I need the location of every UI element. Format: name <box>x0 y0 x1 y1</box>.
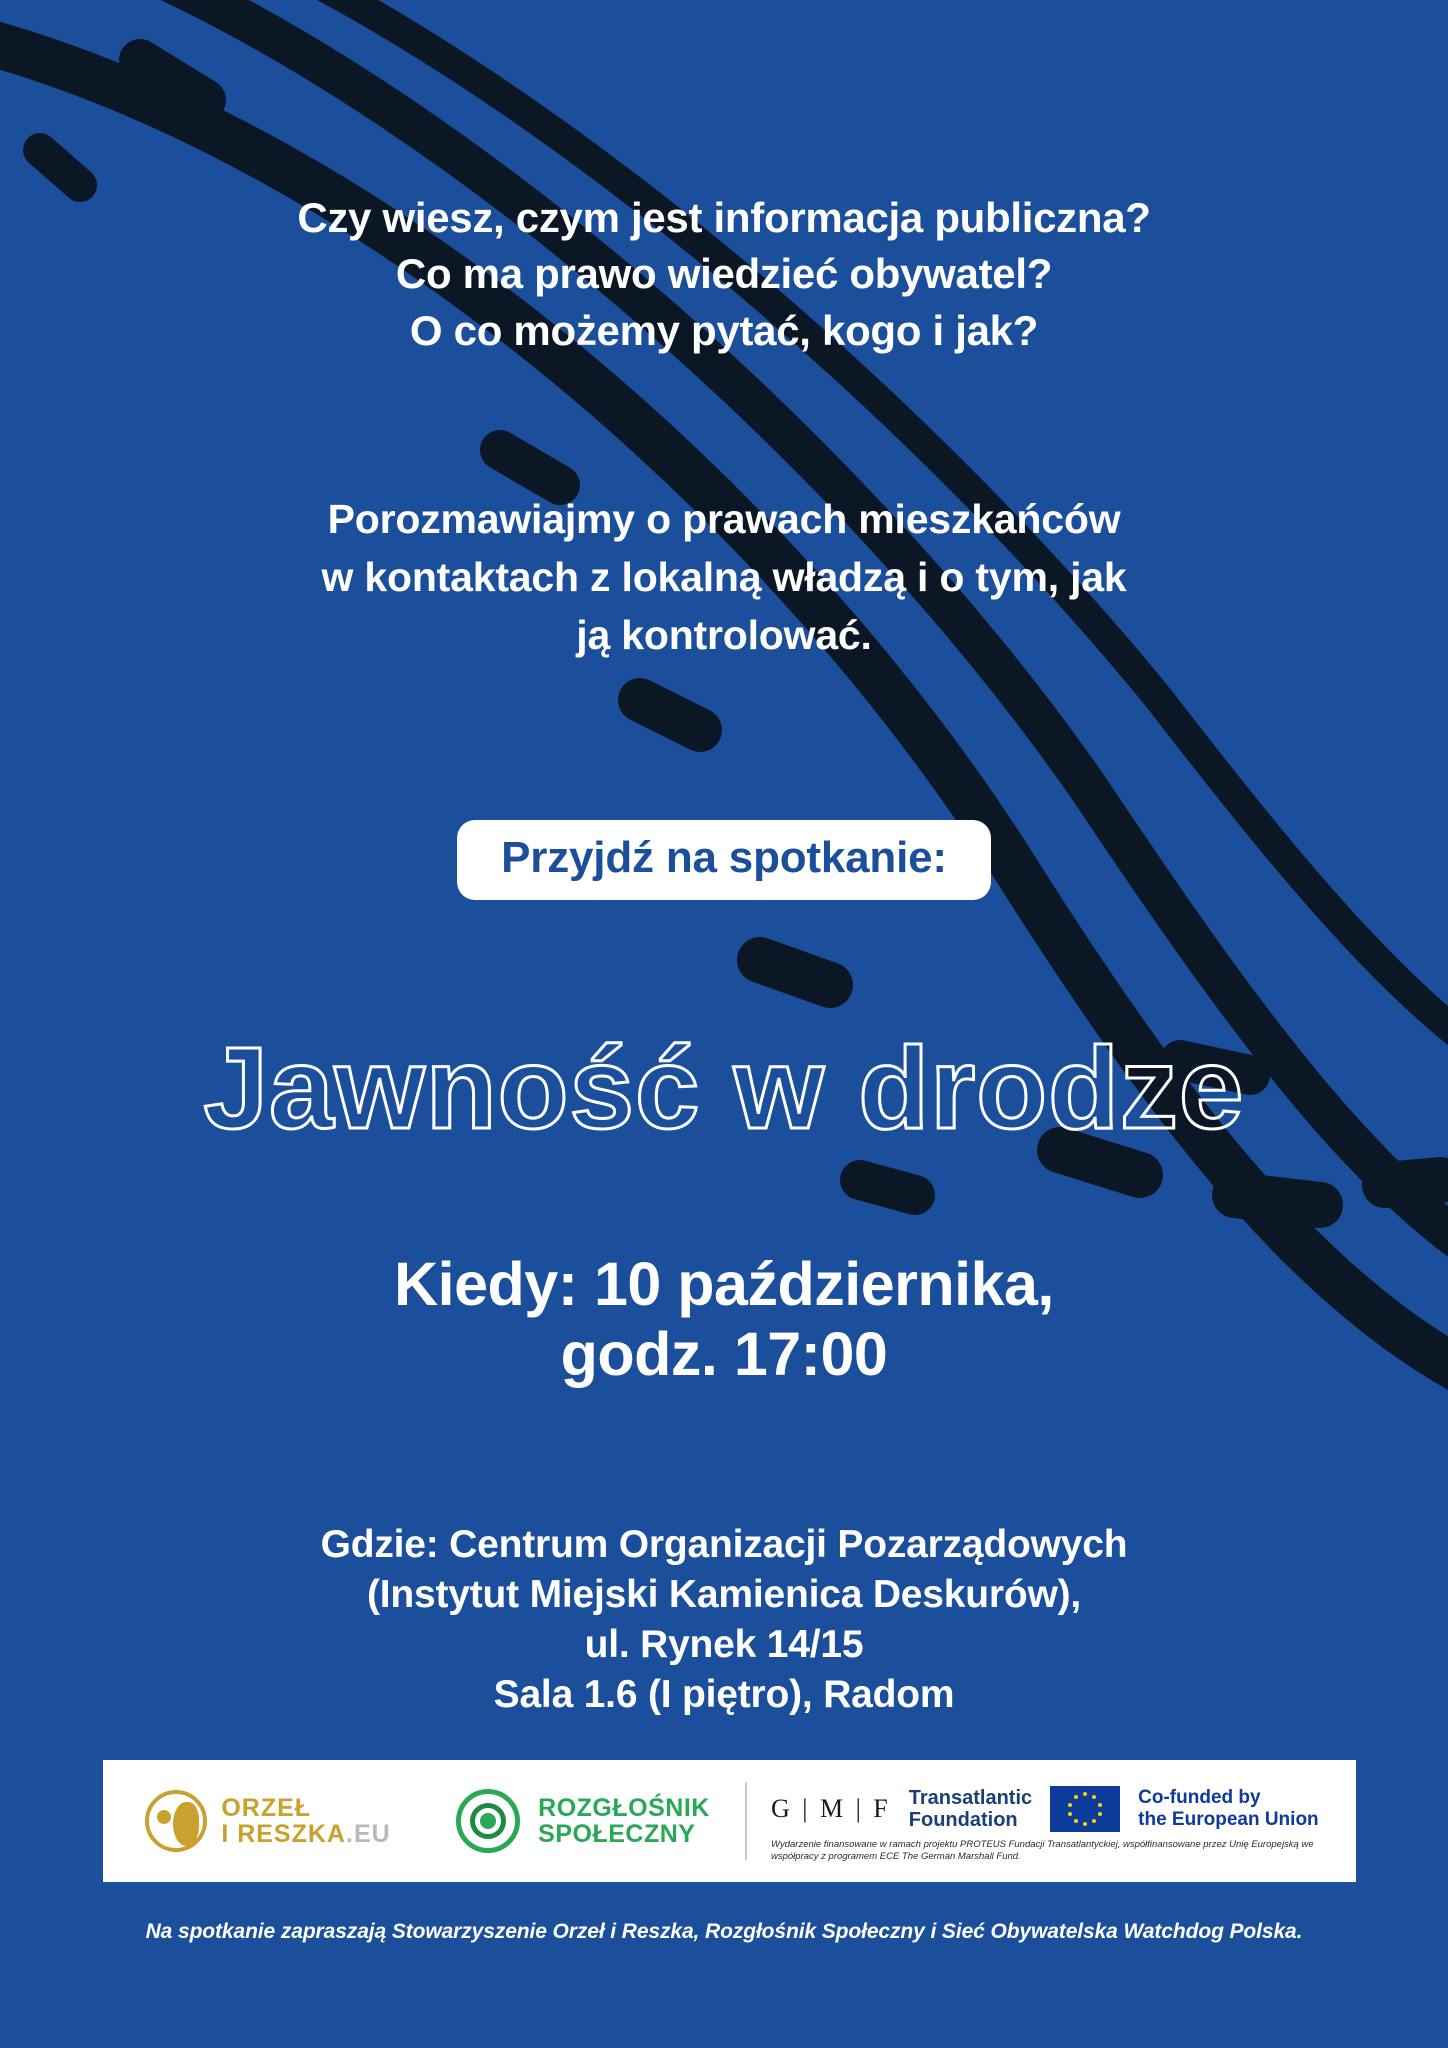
orzel-domain-suffix: .EU <box>346 1820 391 1848</box>
question-line-2: Co ma prawo wiedzieć obywatel? <box>395 250 1053 298</box>
footer-organizers: Na spotkanie zapraszają Stowarzyszenie Orzeł i Reszka, Rozgłośnik Społeczny i Sieć Obywatelska Watchdog Polska. <box>145 1920 1303 1943</box>
where-line-4: Sala 1.6 (I piętro), Radom <box>493 1672 955 1716</box>
where-line-3: ul. Rynek 14/15 <box>584 1622 864 1666</box>
where-line-2: (Instytut Miejski Kamienica Deskurów), <box>366 1572 1082 1616</box>
invite-wrapper <box>89 820 1359 912</box>
rozglosnik-line-2: SPOŁECZNY <box>538 1820 696 1848</box>
funding-disclaimer: Wydarzenie finansowane w ramach projektu PROTEUS Fundacji Transatlantyckiej, współfinansowane przez Unię Europejską we współpracy z programem ECE The German Marshall Fund. <box>771 1839 1314 1862</box>
coin-face-icon <box>145 1790 207 1852</box>
when-block <box>89 1250 1359 1389</box>
eu-flag-icon <box>1050 1786 1120 1832</box>
question-line-3: O co możemy pytać, kogo i jak? <box>409 306 1039 354</box>
logo-orzel-i-reszka <box>103 1760 433 1882</box>
cofunded-line-1: Co-funded by <box>1138 1787 1261 1809</box>
when-line-1: Kiedy: 10 października, <box>394 1250 1054 1318</box>
gmf-wordmark: G | M | F <box>771 1794 891 1823</box>
radio-waves-icon <box>456 1785 528 1857</box>
sponsor-logo-strip <box>103 1760 1356 1882</box>
rozglosnik-line-1: ROZGŁOŚNIK <box>538 1793 710 1822</box>
orzel-line-2: I RESZKA <box>221 1820 346 1848</box>
where-block <box>89 1520 1359 1720</box>
when-line-2: godz. 17:00 <box>560 1319 888 1388</box>
questions-block <box>89 190 1359 359</box>
invite-badge: Przyjdź na spotkanie: <box>457 820 991 900</box>
logo-funding-group <box>745 1782 1356 1860</box>
question-line-1: Czy wiesz, czym jest informacja publiczna? <box>297 194 1151 241</box>
intro-line-1: Porozmawiajmy o prawach mieszkańców <box>327 496 1121 542</box>
transatlantic-line-1: Transatlantic <box>908 1787 1033 1809</box>
transatlantic-line-2: Foundation <box>908 1809 1018 1831</box>
intro-block <box>89 490 1359 665</box>
intro-line-3: ją kontrolować. <box>576 612 872 659</box>
logo-rozglosnik-spoleczny <box>433 1760 733 1882</box>
orzel-line-1: ORZEŁ <box>221 1793 312 1822</box>
cofunded-line-2: the European Union <box>1138 1809 1319 1830</box>
where-line-1: Gdzie: Centrum Organizacji Pozarządowych <box>320 1523 1128 1566</box>
event-title: Jawność w drodze <box>203 1023 1245 1153</box>
intro-line-2: w kontaktach z lokalną władzą i o tym, jak <box>321 554 1127 601</box>
